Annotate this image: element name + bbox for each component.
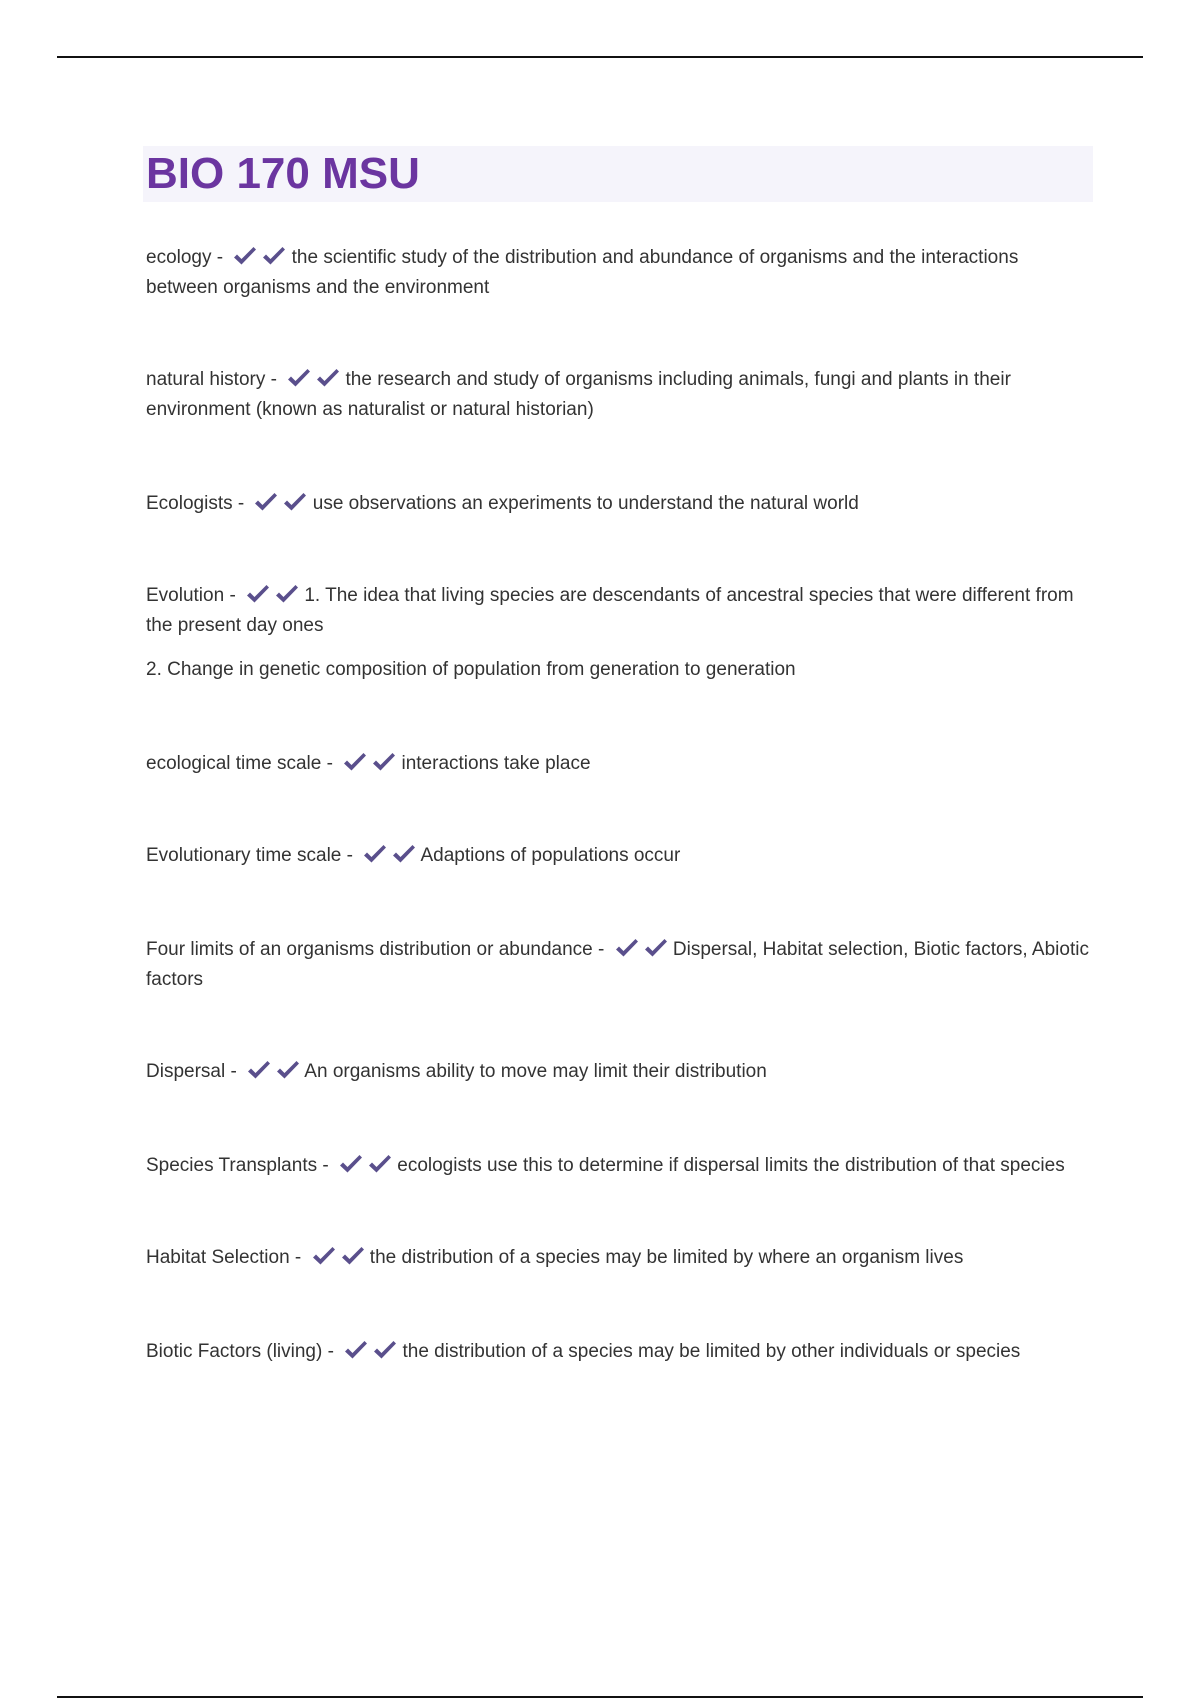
flashcard-line [146, 581, 1091, 641]
flashcard-line [146, 935, 1091, 995]
page-title: BIO 170 MSU [146, 149, 420, 198]
flashcard-line [146, 841, 1091, 871]
flashcard-entry [146, 1151, 1091, 1181]
definition-text: Adaptions of populations occur [416, 845, 681, 866]
term-label: Ecologists - [146, 493, 250, 514]
flashcard-entry [146, 1337, 1091, 1367]
check-mark-icon [340, 1245, 365, 1267]
check-mark-icon [371, 751, 396, 773]
check-mark-icon [282, 491, 307, 513]
definition-extra-text: 2. Change in genetic composition of population from generation to generation [146, 659, 796, 680]
definition-text: use observations an experiments to understand the natural world [307, 493, 859, 514]
check-mark-icon [315, 367, 340, 389]
term-label: Habitat Selection - [146, 1247, 307, 1268]
term-label: Evolutionary time scale - [146, 845, 359, 866]
flashcard-entry [146, 489, 1091, 519]
check-mark-icon [253, 491, 278, 513]
term-label: Four limits of an organisms distribution or abundance - [146, 939, 610, 960]
flashcard-entry [146, 1057, 1091, 1087]
flashcard-entry [146, 1243, 1091, 1273]
check-mark-icon [261, 245, 286, 267]
check-mark-icon [343, 1339, 368, 1361]
definition-text: the scientific study of the distribution and abundance of organisms and the interactions between organisms and the environment [146, 247, 1019, 298]
check-mark-icon [311, 1245, 336, 1267]
definition-text: the distribution of a species may be limited by other individuals or species [397, 1341, 1021, 1362]
check-mark-icon [274, 583, 299, 605]
flashcard-list [146, 243, 1091, 1429]
check-mark-icon [342, 751, 367, 773]
top-rule [57, 56, 1143, 58]
term-label: Species Transplants - [146, 1155, 334, 1176]
check-mark-icon [643, 937, 668, 959]
definition-text: the distribution of a species may be limited by where an organism lives [364, 1247, 964, 1268]
check-mark-icon [275, 1059, 300, 1081]
flashcard-entry [146, 581, 1091, 685]
check-mark-icon [232, 245, 257, 267]
definition-text: 1. The idea that living species are descendants of ancestral species that were different from the present day ones [146, 585, 1074, 636]
flashcard-line [146, 749, 1091, 779]
flashcard-line [146, 243, 1091, 303]
flashcard-entry [146, 841, 1091, 871]
term-label: natural history - [146, 369, 283, 390]
flashcard-line [146, 1151, 1091, 1181]
check-mark-icon [372, 1339, 397, 1361]
check-mark-icon [286, 367, 311, 389]
check-mark-icon [614, 937, 639, 959]
check-mark-icon [367, 1153, 392, 1175]
flashcard-entry [146, 365, 1091, 425]
definition-text: ecologists use this to determine if dispersal limits the distribution of that species [391, 1155, 1065, 1176]
flashcard-entry [146, 935, 1091, 995]
term-label: ecological time scale - [146, 753, 339, 774]
definition-text: interactions take place [396, 753, 591, 774]
check-mark-icon [245, 583, 270, 605]
flashcard-entry [146, 243, 1091, 303]
bottom-rule [57, 1696, 1143, 1698]
flashcard-line [146, 1337, 1091, 1367]
flashcard-line [146, 1057, 1091, 1087]
flashcard-line [146, 489, 1091, 519]
flashcard-line [146, 365, 1091, 425]
check-mark-icon [391, 843, 416, 865]
flashcard-entry [146, 749, 1091, 779]
definition-text: the research and study of organisms including animals, fungi and plants in their environment (known as naturalist or natural historian) [146, 369, 1011, 420]
term-label: Biotic Factors (living) - [146, 1341, 340, 1362]
definition-text: An organisms ability to move may limit their distribution [300, 1061, 767, 1082]
flashcard-line [146, 1243, 1091, 1273]
check-mark-icon [338, 1153, 363, 1175]
check-mark-icon [246, 1059, 271, 1081]
term-label: ecology - [146, 247, 229, 268]
term-label: Evolution - [146, 585, 242, 606]
term-label: Dispersal - [146, 1061, 243, 1082]
check-mark-icon [362, 843, 387, 865]
definition-text: Dispersal, Habitat selection, Biotic factors, Abiotic factors [146, 939, 1089, 990]
